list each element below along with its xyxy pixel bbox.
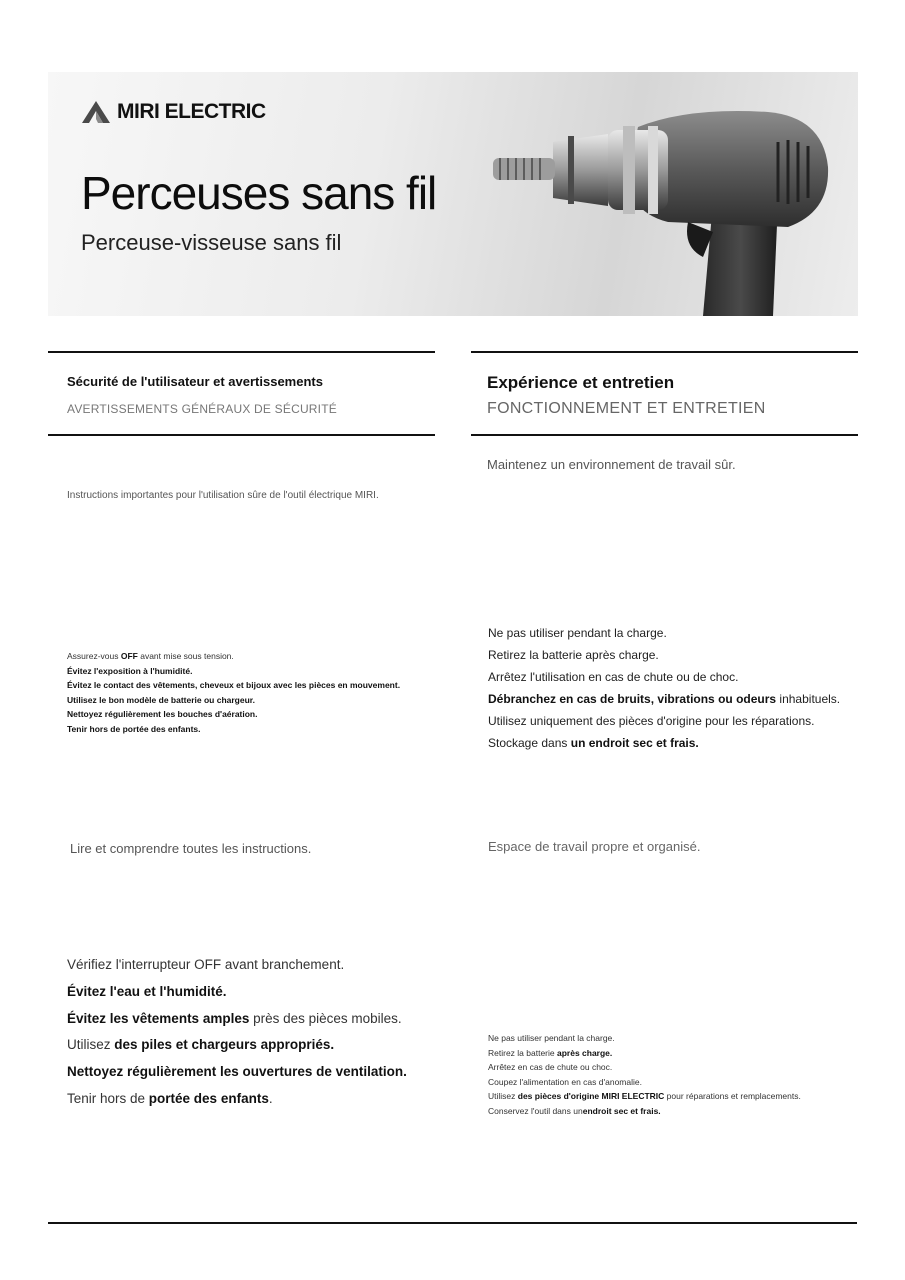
left-small-list (67, 649, 400, 737)
right-tiny-list (488, 1031, 801, 1119)
list-text: Stockage dans (488, 736, 571, 750)
list-text-bold: des piles et chargeurs appropriés. (114, 1037, 335, 1053)
list-item: Utilisez uniquement des pièces d'origine pour les réparations. (488, 714, 815, 728)
list-item: Nettoyez régulièrement les bouches d'aération. (67, 709, 258, 720)
list-text-bold: Débranchez en cas de bruits, vibrations ou odeurs (488, 692, 777, 706)
left-big-list (67, 952, 407, 1113)
list-text: Utilisez (488, 1091, 518, 1102)
list-item: Tenir hors de portée des enfants. (67, 723, 201, 734)
list-item: Nettoyez régulièrement les ouvertures de ventilation. (67, 1064, 407, 1080)
page-title: Perceuses sans fil (81, 167, 437, 219)
list-text-bold: après charge. (556, 1047, 613, 1058)
right-intro: Maintenez un environnement de travail sûr. (487, 457, 736, 472)
left-intro: Instructions importantes pour l'utilisation sûre de l'outil électrique MIRI. (67, 490, 379, 501)
list-text: . (268, 1090, 273, 1106)
list-item (488, 1046, 801, 1061)
brand-logo (81, 100, 266, 124)
right-header-top-rule (471, 351, 858, 353)
right-section-subheading: FONCTIONNEMENT ET ENTRETIEN (487, 400, 766, 417)
hero-banner (48, 72, 858, 316)
list-text-bold: endroit sec et frais. (582, 1105, 661, 1116)
list-text-bold: un endroit sec et frais. (570, 736, 699, 750)
left-section-subheading: AVERTISSEMENTS GÉNÉRAUX DE SÉCURITÉ (67, 402, 337, 416)
page-subtitle: Perceuse-visseuse sans fil (81, 230, 342, 255)
list-text: Assurez-vous (67, 651, 121, 661)
right-med-list (488, 622, 840, 754)
footer-rule (48, 1222, 857, 1224)
list-item (488, 732, 840, 754)
list-item (67, 1006, 407, 1033)
list-item: Évitez l'exposition à l'humidité. (67, 665, 193, 676)
left-header-bottom-rule (48, 434, 435, 436)
list-text-bold: portée des enfants (148, 1090, 269, 1106)
list-text: inhabituels. (776, 692, 841, 706)
right-section-heading: Expérience et entretien (487, 373, 675, 392)
list-item (67, 1086, 407, 1113)
drill-image (488, 82, 858, 316)
list-item: Ne pas utiliser pendant la charge. (488, 626, 667, 640)
right-workspace-note: Espace de travail propre et organisé. (488, 839, 701, 854)
list-text: Conservez l'outil dans un (488, 1105, 583, 1116)
list-item: Arrêtez l'utilisation en cas de chute ou de choc. (488, 670, 739, 684)
list-text: avant mise sous tension. (137, 651, 234, 661)
list-text: Tenir hors de (67, 1090, 149, 1106)
list-item: Évitez le contact des vêtements, cheveux et bijoux avec les pièces en mouvement. (67, 680, 401, 691)
list-text-bold: Évitez les vêtements amples (67, 1010, 250, 1026)
list-text-bold: des pièces d'origine MIRI ELECTRIC (517, 1091, 665, 1102)
list-item: Vérifiez l'interrupteur OFF avant branchement. (67, 957, 345, 972)
list-item (488, 1104, 801, 1119)
list-text: Utilisez (67, 1037, 115, 1053)
list-item: Utilisez le bon modèle de batterie ou chargeur. (67, 694, 255, 705)
list-item (67, 649, 400, 664)
brand-name: MIRI ELECTRIC (117, 100, 266, 123)
list-item (488, 1089, 801, 1104)
list-item: Retirez la batterie après charge. (488, 648, 659, 662)
right-header-bottom-rule (471, 434, 858, 436)
list-item: Coupez l'alimentation en cas d'anomalie. (488, 1076, 642, 1087)
left-read-note: Lire et comprendre toutes les instructions. (70, 841, 312, 856)
list-text: Retirez la batterie (488, 1047, 557, 1058)
list-text: près des pièces mobiles. (249, 1010, 402, 1026)
list-text: pour réparations et remplacements. (664, 1091, 801, 1102)
list-item: Évitez l'eau et l'humidité. (67, 983, 227, 999)
left-header-top-rule (48, 351, 435, 353)
brand-mark-icon (81, 100, 111, 124)
left-section-heading: Sécurité de l'utilisateur et avertissements (67, 374, 323, 389)
list-item: Arrêtez en cas de chute ou choc. (488, 1062, 613, 1073)
list-item: Ne pas utiliser pendant la charge. (488, 1033, 615, 1043)
list-item (488, 688, 840, 710)
list-text-bold: OFF (120, 651, 138, 661)
list-item (67, 1032, 407, 1059)
